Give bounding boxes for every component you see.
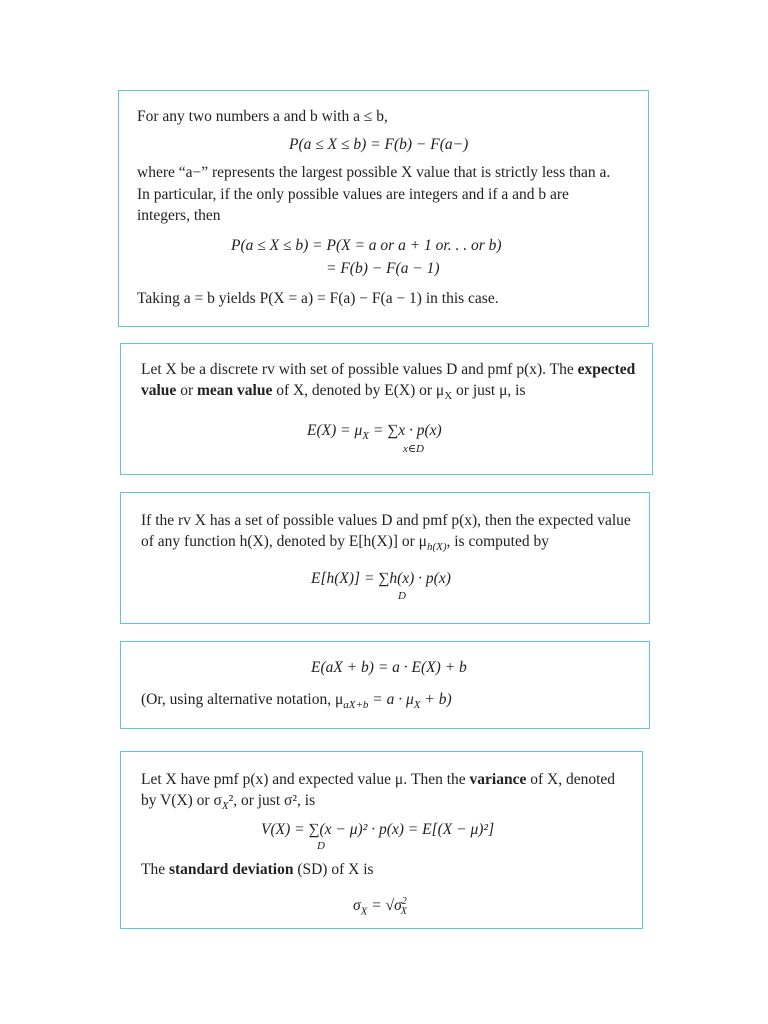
box2-sum-index: x∈D: [403, 443, 424, 455]
box1-line1: For any two numbers a and b with a ≤ b,: [137, 108, 388, 125]
box3-line2-text: of any function h(X), denoted by E[h(X)] or μ: [141, 533, 427, 550]
box1-line3: In particular, if the only possible values are integers and if a and b are: [137, 186, 569, 203]
box5-line3: [141, 860, 374, 880]
box5-line2-text: by V(X) or σ: [141, 792, 222, 809]
box2-sub-x: X: [444, 390, 453, 403]
box4-eq: E(aX + b) = a · E(X) + b: [311, 659, 467, 676]
box5-line2: [141, 791, 315, 816]
term-value: value: [141, 382, 177, 399]
box2-or: or: [176, 382, 197, 399]
box5-eq1: V(X) = ∑(x − μ)² · p(x) = E[(X − μ)²]: [261, 821, 495, 838]
box4-line1-end: + b): [420, 691, 452, 708]
box5-eq2-lhs: σ: [353, 897, 361, 915]
box4-line1-text: (Or, using alternative notation, μ: [141, 691, 344, 708]
box2-eq-sub: X: [362, 430, 369, 443]
box3-eq: E[h(X)] = ∑h(x) · p(x): [311, 570, 451, 587]
box1-eq3: = F(b) − F(a − 1): [326, 260, 440, 277]
variance-box: [120, 751, 643, 929]
box4-line1-mid: = a · μ: [368, 691, 414, 708]
box3-sum-index: D: [398, 590, 406, 602]
cdf-interval-box: [118, 90, 649, 327]
box5-eq2: [353, 892, 407, 922]
box1-eq1: P(a ≤ X ≤ b) = F(b) − F(a−): [289, 136, 469, 153]
box2-line1-text: Let X be a discrete rv with set of possible values D and pmf p(x). The: [141, 361, 578, 378]
box2-line2-end: or just μ, is: [452, 382, 526, 399]
box2-line1: [141, 360, 635, 380]
term-mean-value: mean value: [196, 382, 273, 399]
box2-line2: [141, 381, 526, 406]
box2-eq-rhs: = ∑x · p(x): [368, 422, 442, 439]
expected-function-box: [120, 492, 650, 624]
box2-line2-text: of X, denoted by E(X) or μ: [272, 382, 445, 399]
box4-sub-x: X: [413, 699, 421, 712]
box3-sub-hx: h(X): [426, 541, 447, 554]
box3-line2: [141, 532, 549, 557]
term-standard-deviation: standard deviation: [168, 861, 294, 878]
box1-eq2: P(a ≤ X ≤ b) = P(X = a or a + 1 or. . . or b): [231, 237, 502, 254]
box5-line1-text: Let X have pmf p(x) and expected value μ. Then the: [141, 771, 470, 788]
box5-line1-end: of X, denoted: [526, 771, 616, 788]
box3-line2-end: , is computed by: [446, 533, 549, 550]
box1-line5: Taking a = b yields P(X = a) = F(a) − F(a − 1) in this case.: [137, 290, 499, 307]
linear-expectation-box: [120, 641, 650, 729]
box5-eq2-sub: X: [360, 905, 368, 918]
box3-line1: If the rv X has a set of possible values D and pmf p(x), then the expected value: [141, 512, 631, 529]
box5-eq2-sup: 2: [401, 896, 407, 907]
term-variance: variance: [469, 771, 527, 788]
box5-line2-end: ², or just σ², is: [228, 792, 316, 809]
box5-eq2-sub2: X: [400, 906, 407, 918]
box4-line1: [141, 690, 452, 715]
box5-sub-x: X: [221, 800, 229, 813]
box5-eq2-rhs: = √σ: [367, 897, 402, 915]
box5-line3-end: (SD) of X is: [293, 861, 374, 878]
box1-line4: integers, then: [137, 207, 221, 224]
box4-sub-axb: aX+b: [343, 699, 369, 712]
expected-value-box: [120, 343, 653, 475]
box5-sum-index: D: [317, 840, 325, 852]
term-expected: expected: [577, 361, 636, 378]
box5-line1: [141, 770, 615, 790]
box5-line3-text: The: [141, 861, 169, 878]
box1-line2: where “a−” represents the largest possible X value that is strictly less than a.: [137, 164, 611, 181]
box2-eq-lhs: E(X) = μ: [307, 422, 363, 439]
